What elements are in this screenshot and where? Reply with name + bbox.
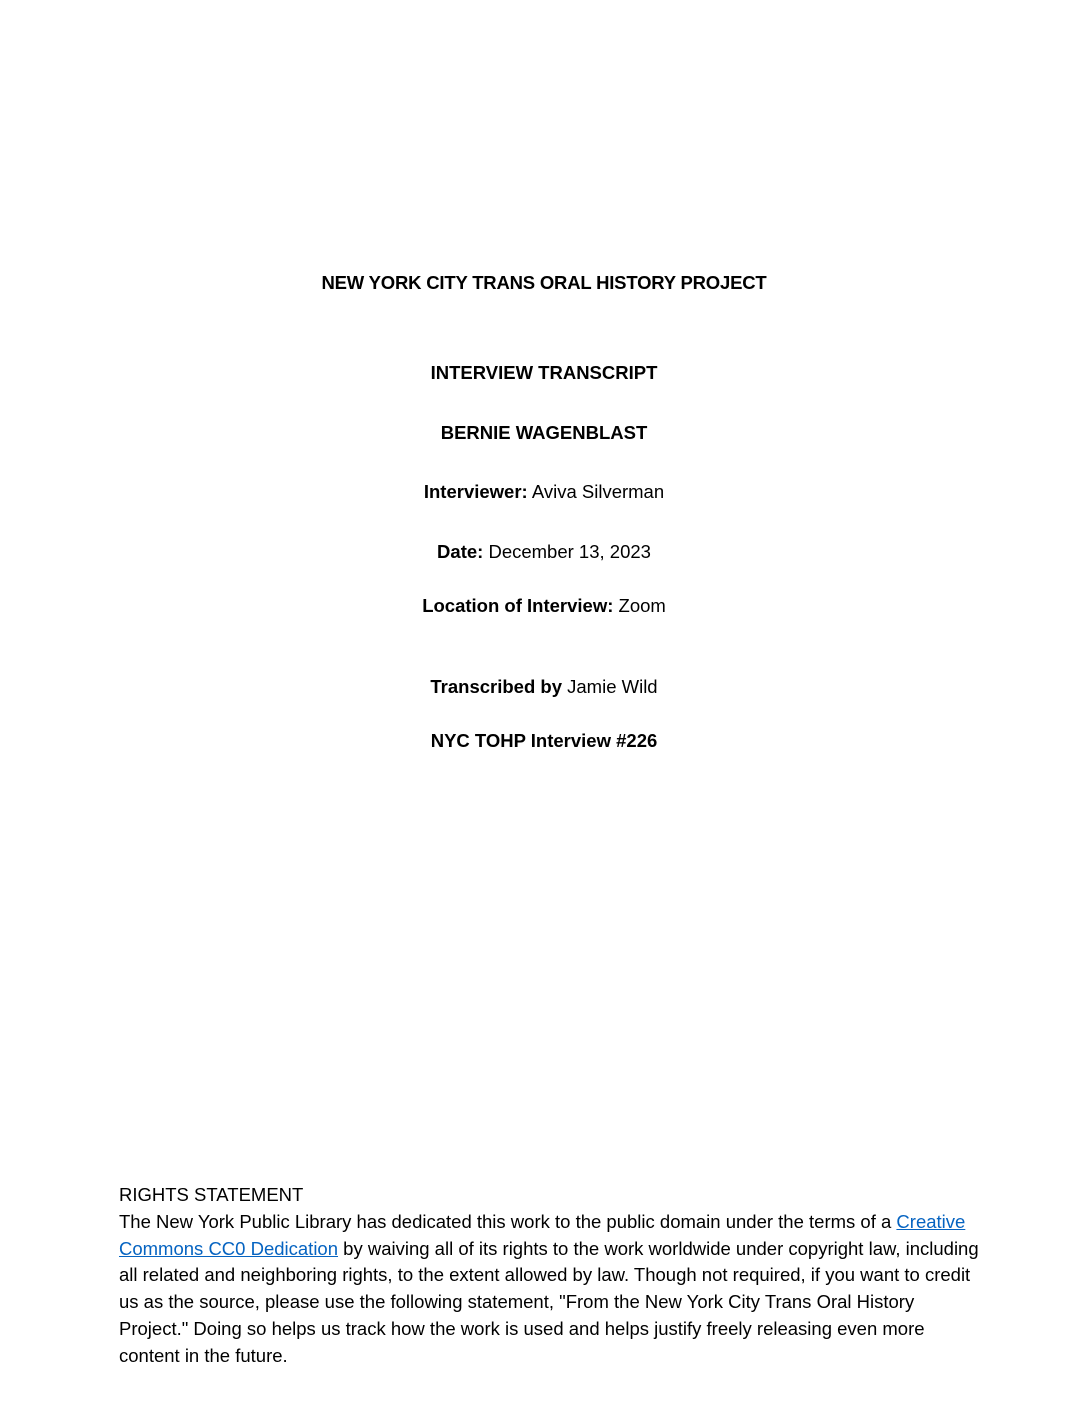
location-value: Zoom bbox=[618, 595, 666, 616]
rights-text-after-link: by waiving all of its rights to the work worldwide under copyright law, including all related and neighboring rights, to the extent allowed by law. Though not required, if you want to credit us as the source, please use the following statement, "From the New York City Trans Oral History Project." Doing so helps us track how the work is used and helps justify freely releasing even more content in the future. bbox=[119, 1237, 979, 1366]
project-title: NEW YORK CITY TRANS ORAL HISTORY PROJECT bbox=[321, 272, 767, 293]
interview-number: NYC TOHP Interview #226 bbox=[430, 730, 658, 751]
location-line bbox=[0, 594, 1088, 618]
date-line bbox=[0, 540, 1088, 564]
rights-heading: RIGHTS STATEMENT bbox=[119, 1184, 304, 1205]
rights-text-before-link: The New York Public Library has dedicated this work to the public domain under the terms of a bbox=[119, 1210, 897, 1232]
transcribed-by-label: Transcribed by bbox=[430, 676, 562, 697]
location-label: Location of Interview: bbox=[422, 595, 614, 616]
date-value: December 13, 2023 bbox=[488, 541, 651, 562]
date-label: Date: bbox=[437, 541, 484, 562]
interviewer-label: Interviewer: bbox=[423, 481, 528, 502]
interviewer-line bbox=[0, 480, 1088, 504]
interviewer-value: Aviva Silverman bbox=[531, 481, 665, 502]
transcribed-by-line bbox=[0, 675, 1088, 699]
document-type: INTERVIEW TRANSCRIPT bbox=[430, 362, 658, 383]
cc0-dedication-link[interactable]: Creative Commons CC0 Dedication bbox=[119, 1210, 966, 1259]
rights-statement bbox=[119, 1182, 979, 1370]
rights-body bbox=[119, 1209, 979, 1370]
narrator-name: BERNIE WAGENBLAST bbox=[440, 422, 648, 443]
transcribed-by-value: Jamie Wild bbox=[567, 676, 658, 697]
